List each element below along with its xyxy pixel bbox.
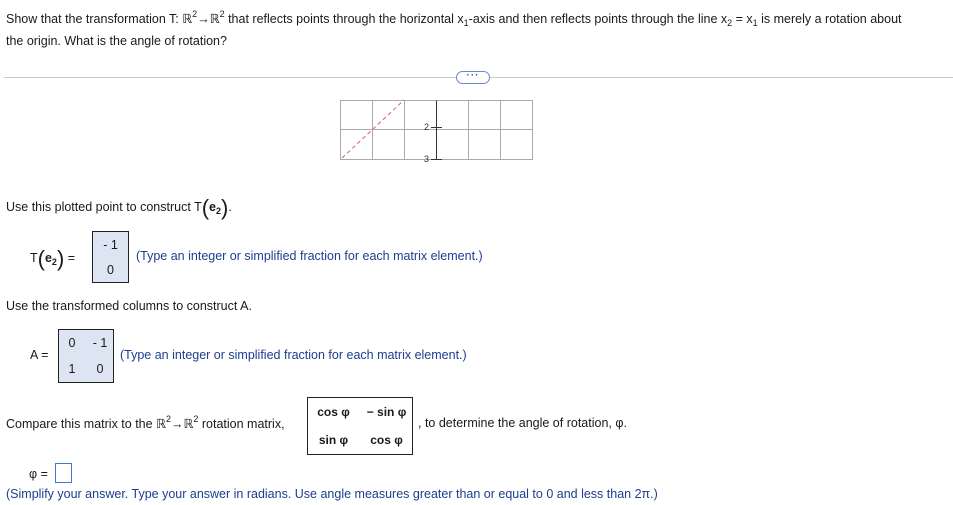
te2-cell-2[interactable]: 0 (92, 257, 129, 282)
tick-label-2: 2 (424, 122, 430, 132)
phi-label: φ = (29, 467, 48, 481)
phi-answer-input[interactable] (55, 463, 72, 483)
te2-cell-1[interactable]: - 1 (92, 232, 129, 257)
question-line-1: Show that the transformation T: ℝ$^2$→ℝ$^2$ that reflects points through the horizontal $x_1$-axis and then reflects points through the line $x_2 = x_1$ is merely a rotation about (6, 9, 902, 28)
answer-instructions: (Simplify your answer. Type your answer in radians. Use angle measures greater than or equal to 0 and less than 2π.) (6, 487, 658, 501)
step-1-instruction: Use this plotted point to construct $T(e_2)$. (6, 195, 232, 220)
more-options-button[interactable]: ··· (456, 71, 490, 84)
graph-grid (338, 98, 534, 162)
step-3-instruction: Compare this matrix to the ℝ$^2$→ℝ$^2$ rotation matrix, (6, 414, 285, 431)
te2-hint: (Type an integer or simplified fraction for each matrix element.) (136, 249, 483, 263)
step-2-instruction: Use the transformed columns to construct A. (6, 299, 252, 313)
a-matrix (58, 329, 114, 383)
rotation-matrix (307, 397, 413, 455)
question-line-2: the origin. What is the angle of rotation? (6, 34, 227, 48)
tick-label-3: 3 (424, 154, 430, 162)
a-cell-22[interactable]: 0 (96, 362, 104, 376)
te2-matrix (92, 231, 129, 283)
a-label: A = (30, 348, 49, 362)
rot-cell-12: − sin φ (366, 405, 407, 419)
a-cell-21[interactable]: 1 (68, 362, 76, 376)
a-cell-12[interactable]: - 1 (92, 336, 108, 350)
coordinate-graph (338, 98, 534, 165)
te2-label: $T(e_2)$ = (30, 246, 76, 271)
step-3-instruction-end: , to determine the angle of rotation, φ. (418, 416, 627, 430)
a-hint: (Type an integer or simplified fraction for each matrix element.) (120, 348, 467, 362)
rot-cell-21: sin φ (318, 433, 349, 447)
rot-cell-22: cos φ (370, 433, 403, 447)
rot-cell-11: cos φ (317, 405, 350, 419)
a-cell-11[interactable]: 0 (68, 336, 76, 350)
